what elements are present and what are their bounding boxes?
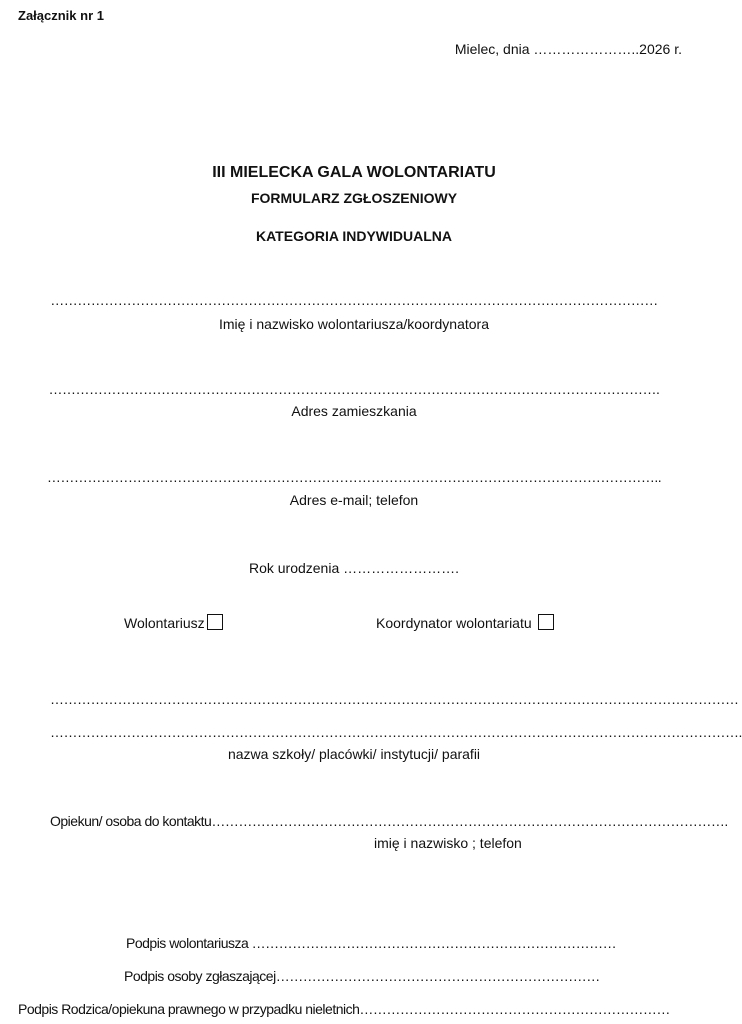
coordinator-option-label: Koordynator wolontariatu [376, 615, 532, 631]
category-title: KATEGORIA INDYWIDUALNA [256, 228, 452, 244]
name-input-line[interactable]: ……………………………………………………………………………………………………………………… [50, 292, 658, 308]
volunteer-signature[interactable]: Podpis wolontariusza ……………………………………………………………………… [126, 935, 617, 951]
attachment-label: Załącznik nr 1 [18, 8, 104, 23]
coordinator-option[interactable] [376, 614, 554, 631]
school-input-line-1[interactable]: ……………………………………………………………………………………………………………………………………… [50, 691, 739, 707]
guardian-field[interactable]: Opiekun/ osoba do kontaktu……………………………………………………………………………………………………. [50, 813, 728, 829]
coordinator-checkbox[interactable] [538, 614, 554, 630]
form-title: FORMULARZ ZGŁOSZENIOWY [250, 190, 458, 206]
address-label: Adres zamieszkania [291, 403, 417, 419]
page-title: III MIELECKA GALA WOLONTARIATU [212, 164, 496, 181]
parent-signature[interactable]: Podpis Rodzica/opiekuna prawnego w przypadku nieletnich…………………………………………………………… [18, 1001, 670, 1017]
volunteer-option-label: Wolontariusz [124, 615, 205, 631]
submitter-signature[interactable]: Podpis osoby zgłaszającej……………………………………………………………… [124, 968, 600, 984]
guardian-label: imię i nazwisko ; telefon [374, 835, 522, 851]
birth-year-field[interactable]: Rok urodzenia ……………………. [248, 560, 460, 576]
school-input-line-2[interactable]: ………………………………………………………………………………………………………………………………………. [50, 724, 742, 740]
school-label: nazwa szkoły/ placówki/ instytucji/ parafii [227, 746, 481, 762]
name-label: Imię i nazwisko wolontariusza/koordynatora [218, 316, 489, 332]
volunteer-checkbox[interactable] [207, 614, 223, 630]
volunteer-option[interactable] [124, 614, 223, 631]
address-input-line[interactable]: ………………………………………………………………………………………………………………………. [48, 381, 660, 397]
contact-input-line[interactable]: ……………………………………………………………………………………………………………………….. [46, 469, 662, 485]
place-date: Mielec, dnia …………………..2026 r. [454, 41, 682, 57]
contact-label: Adres e-mail; telefon [289, 492, 419, 508]
